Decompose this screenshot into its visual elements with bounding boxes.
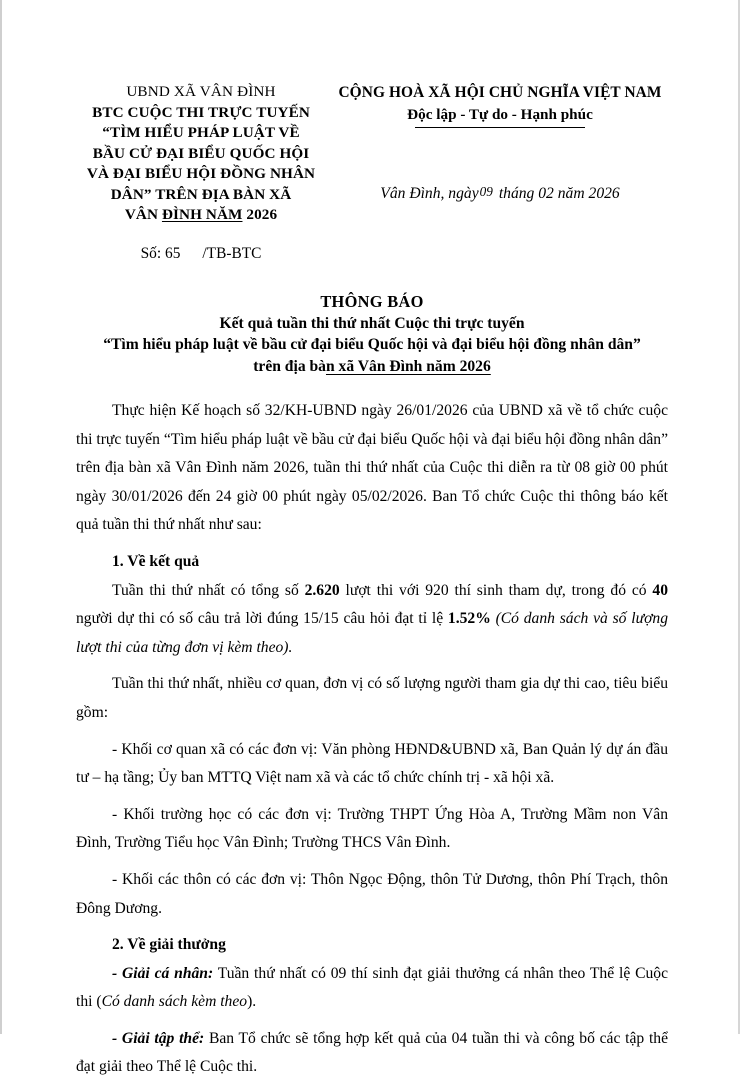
- organizer-last-underlined: ĐÌNH NĂM: [161, 206, 243, 223]
- date-day: 09: [479, 184, 493, 199]
- document-number-value: 65: [165, 244, 181, 262]
- national-title: CỘNG HOÀ XÃ HỘI CHỦ NGHĨA VIỆT NAM: [338, 84, 662, 101]
- document-subtitle: Kết quả tuần thi thứ nhất Cuộc thi trực tuyến: [219, 314, 525, 332]
- document-number-label: Số:: [140, 244, 162, 262]
- header-right-block: [326, 82, 668, 203]
- bullet-schools: - Khối trường học có các đơn vị: Trường THPT Ứng Hòa A, Trường Mầm non Vân Đình, Trường Tiểu học Vân Đình; Trường THCS Vân Đình.: [76, 805, 668, 852]
- organizer-line-3: BẦU CỬ ĐẠI BIỂU QUỐC HỘI: [92, 144, 310, 162]
- contest-scope-prefix: trên địa bà: [253, 357, 326, 375]
- organizer-line-4: VÀ ĐẠI BIỂU HỘI ĐỒNG NHÂN: [86, 165, 316, 182]
- date-year-label: năm: [557, 185, 585, 202]
- paragraph-results: [76, 577, 668, 663]
- results-text-b: lượt thi với 920 thí sinh tham dự, trong đó có: [339, 581, 653, 599]
- full-score-count: 40: [652, 581, 668, 599]
- individual-prize-note: Có danh sách kèm theo: [101, 993, 248, 1011]
- place-and-date: [332, 185, 668, 203]
- contest-name: “Tìm hiểu pháp luật về bầu cử đại biểu Quốc hội và đại biểu hội đồng nhân dân”: [103, 336, 641, 353]
- collective-prize-label: - Giải tập thể:: [112, 1029, 205, 1047]
- organizer-line-6: [76, 205, 326, 226]
- individual-prize-label: - Giải cá nhân:: [112, 964, 214, 982]
- paragraph-intro: Thực hiện Kế hoạch số 32/KH-UBND ngày 26/01/2026 của UBND xã về tổ chức cuộc thi trực tuyến “Tìm hiểu pháp luật về bầu cử đại biểu Quốc hội và đại biểu hội đồng nhân dân” trên địa bàn xã Vân Đình năm 2026, tuần thi thứ nhất của Cuộc thi diễn ra từ 08 giờ 00 phút ngày 30/01/2026 đến 24 giờ 00 phút ngày 05/02/2026. Ban Tổ chức Cuộc thi thông báo kết quả tuần thi thứ nhất như sau:: [76, 402, 668, 534]
- document-type-title: THÔNG BÁO: [320, 291, 424, 311]
- results-attachment-note: (Có danh sách và số lượng lượt thi của từng đơn vị kèm theo).: [76, 610, 668, 656]
- section-1-heading: 1. Về kết quả: [112, 552, 200, 570]
- contest-scope-underlined: n xã Vân Đình năm 2026: [325, 357, 491, 375]
- document-body: [76, 397, 668, 1082]
- issuing-authority: UBND XÃ VÂN ĐÌNH: [126, 83, 276, 100]
- full-score-rate: 1.52%: [447, 610, 491, 628]
- header-left-block: [76, 82, 326, 263]
- individual-prize-text-b: ).: [247, 993, 257, 1011]
- document-header: [76, 0, 668, 263]
- organizer-line-5: DÂN” TRÊN ĐỊA BÀN XÃ: [110, 185, 292, 203]
- bullet-villages: - Khối các thôn có các đơn vị: Thôn Ngọc Động, thôn Tử Dương, thôn Phí Trạch, thôn Đông Dương.: [76, 870, 668, 917]
- total-entries-value: 2.620: [304, 581, 340, 599]
- bullet-commune-agencies: - Khối cơ quan xã có các đơn vị: Văn phòng HĐND&UBND xã, Ban Quản lý dự án đầu tư – hạ tầng; Ủy ban MTTQ Việt nam xã và các tổ chức chính trị - xã hội xã.: [76, 740, 668, 787]
- date-year: 2026: [588, 185, 620, 202]
- paragraph-high-participation: Tuần thi thứ nhất, nhiều cơ quan, đơn vị có số lượng người tham gia dự thi cao, tiêu biểu gồm:: [76, 675, 668, 721]
- paragraph-collective-prize: [76, 1025, 668, 1082]
- contest-scope: [76, 356, 668, 378]
- organizer-last-prefix: VÂN: [124, 206, 162, 223]
- document-number: [76, 245, 326, 263]
- title-block: [76, 291, 668, 378]
- organizer-line-1: BTC CUỘC THI TRỰC TUYẾN: [92, 103, 310, 121]
- section-2-heading: 2. Về giải thưởng: [112, 936, 226, 954]
- results-text-c: người dự thi có số câu trả lời đúng 15/15 câu hỏi đạt tỉ lệ: [76, 610, 448, 628]
- paragraph-individual-prize: [76, 960, 668, 1017]
- results-text-a: Tuần thi thứ nhất có tổng số: [112, 581, 305, 599]
- place-date-prefix: Vân Đình, ngày: [380, 185, 479, 202]
- organizer-name: [76, 103, 326, 226]
- document-number-suffix: /TB-BTC: [202, 244, 262, 262]
- date-month-label: tháng: [498, 185, 535, 202]
- national-motto: Độc lập - Tự do - Hạnh phúc: [407, 104, 593, 128]
- date-month: 02: [538, 185, 554, 202]
- document-content: [76, 0, 668, 1082]
- individual-prize-text-a: Tuần thứ nhất có 09 thí sinh đạt giải thưởng cá nhân theo Thể lệ Cuộc thi (: [76, 964, 668, 1011]
- organizer-last-suffix: 2026: [242, 206, 278, 223]
- organizer-line-2: “TÌM HIỂU PHÁP LUẬT VỀ: [102, 124, 300, 141]
- collective-prize-text: Ban Tổ chức sẽ tổng hợp kết quả của 04 tuần thi và công bố các tập thể đạt giải theo Thể lệ Cuộc thi.: [76, 1029, 668, 1076]
